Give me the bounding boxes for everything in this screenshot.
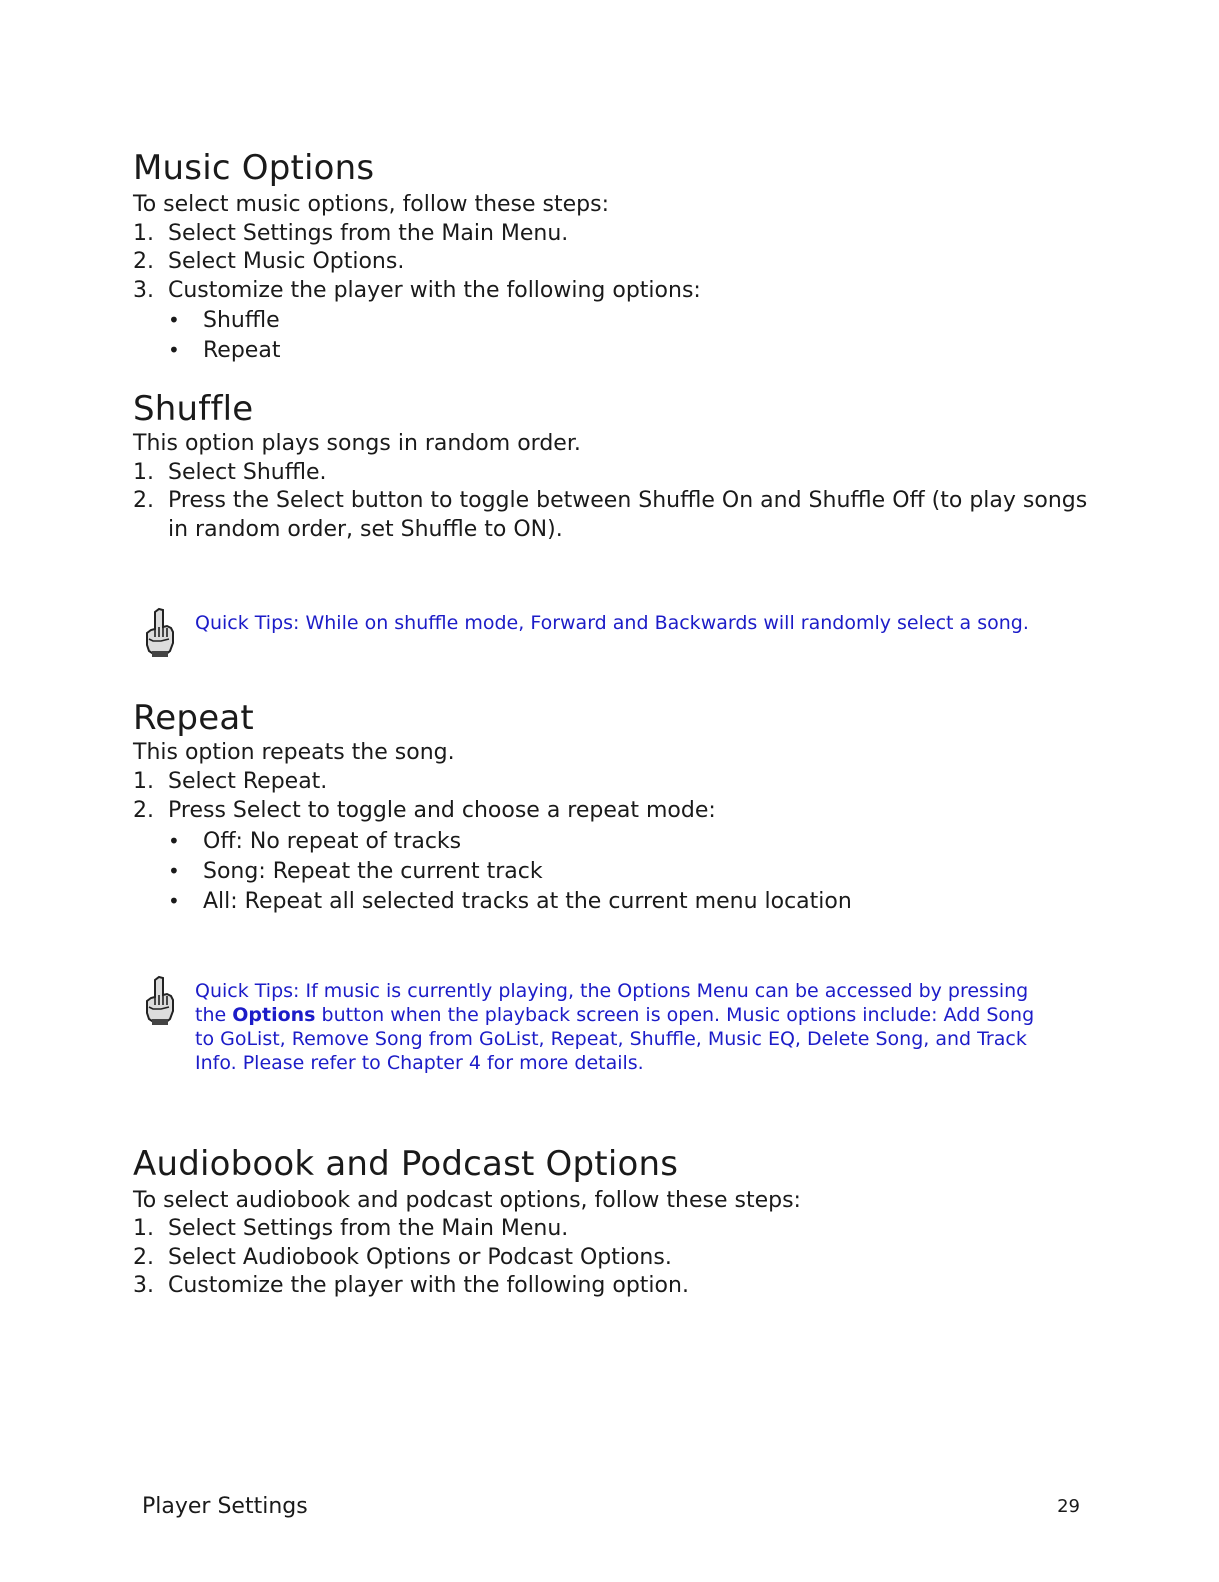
bullet-icon: • — [168, 888, 180, 913]
music-options-heading: Music Options — [133, 148, 375, 188]
list-item: 1. Select Settings from the Main Menu. — [133, 220, 569, 246]
list-item: 2. Press the Select button to toggle between Shuffle On and Shuffle Off (to play songs in random order, set Shuffle to ON). — [133, 488, 1088, 542]
repeat-intro: This option repeats the song. — [133, 740, 455, 766]
shuffle-tip-text: Quick Tips: While on shuffle mode, Forward and Backwards will randomly select a song. — [195, 612, 1029, 635]
options-button-label: Options — [232, 1003, 316, 1026]
shuffle-heading: Shuffle — [133, 388, 254, 429]
footer-section-title: Player Settings — [142, 1494, 308, 1519]
list-item: • Shuffle — [133, 306, 1093, 336]
repeat-section — [133, 697, 1093, 1074]
list-item: • All: Repeat all selected tracks at the current menu location — [133, 887, 1093, 917]
audiobook-podcast-intro: To select audiobook and podcast options, follow these steps: — [133, 1187, 801, 1213]
document-page — [133, 145, 1093, 1301]
list-item: 1. Select Settings from the Main Menu. — [133, 1216, 569, 1242]
pointing-hand-icon — [139, 975, 179, 1027]
shuffle-quick-tip — [133, 611, 1093, 635]
repeat-tip-text-part1: Quick Tips: If music is currently playing, the Options Menu can be accessed by pressing the — [195, 979, 1029, 1026]
audiobook-podcast-steps — [133, 1215, 1093, 1301]
page-number: 29 — [1057, 1496, 1080, 1517]
list-item: • Repeat — [133, 336, 1093, 366]
pointing-hand-icon — [139, 607, 179, 659]
bullet-icon: • — [168, 338, 180, 363]
bullet-icon: • — [168, 858, 180, 883]
list-item: • Song: Repeat the current track — [133, 857, 1093, 887]
repeat-steps — [133, 768, 1093, 825]
repeat-modes-list — [133, 827, 1093, 916]
bullet-icon: • — [168, 829, 180, 854]
repeat-tip-text-part2: button when the playback screen is open. Music options include: Add Song to GoList, Remove Song from GoList, Repeat, Shuffle, Music EQ, Delete Song, and Track Info. Please refer to Chapter 4 for more details. — [195, 1003, 1035, 1074]
list-item: 2. Press Select to toggle and choose a repeat mode: — [133, 797, 716, 823]
shuffle-steps — [133, 459, 1093, 545]
list-item: 1. Select Repeat. — [133, 768, 328, 794]
list-item: 2. Select Music Options. — [133, 249, 405, 275]
music-options-list — [133, 306, 1093, 366]
list-item: 1. Select Shuffle. — [133, 459, 327, 485]
repeat-quick-tip — [133, 979, 1035, 1075]
list-item: 3. Customize the player with the following option. — [133, 1273, 689, 1299]
shuffle-intro: This option plays songs in random order. — [133, 430, 581, 456]
list-item: • Off: No repeat of tracks — [133, 827, 1093, 857]
list-item: 3. Customize the player with the following options: — [133, 277, 701, 303]
bullet-icon: • — [168, 308, 180, 333]
music-options-section — [133, 145, 1093, 366]
audiobook-podcast-heading: Audiobook and Podcast Options — [133, 1143, 679, 1184]
repeat-heading: Repeat — [133, 698, 254, 739]
music-options-steps — [133, 220, 1093, 306]
shuffle-section — [133, 388, 1093, 635]
audiobook-podcast-section — [133, 1141, 1093, 1301]
music-options-intro: To select music options, follow these steps: — [133, 192, 609, 217]
list-item: 2. Select Audiobook Options or Podcast Options. — [133, 1244, 672, 1270]
